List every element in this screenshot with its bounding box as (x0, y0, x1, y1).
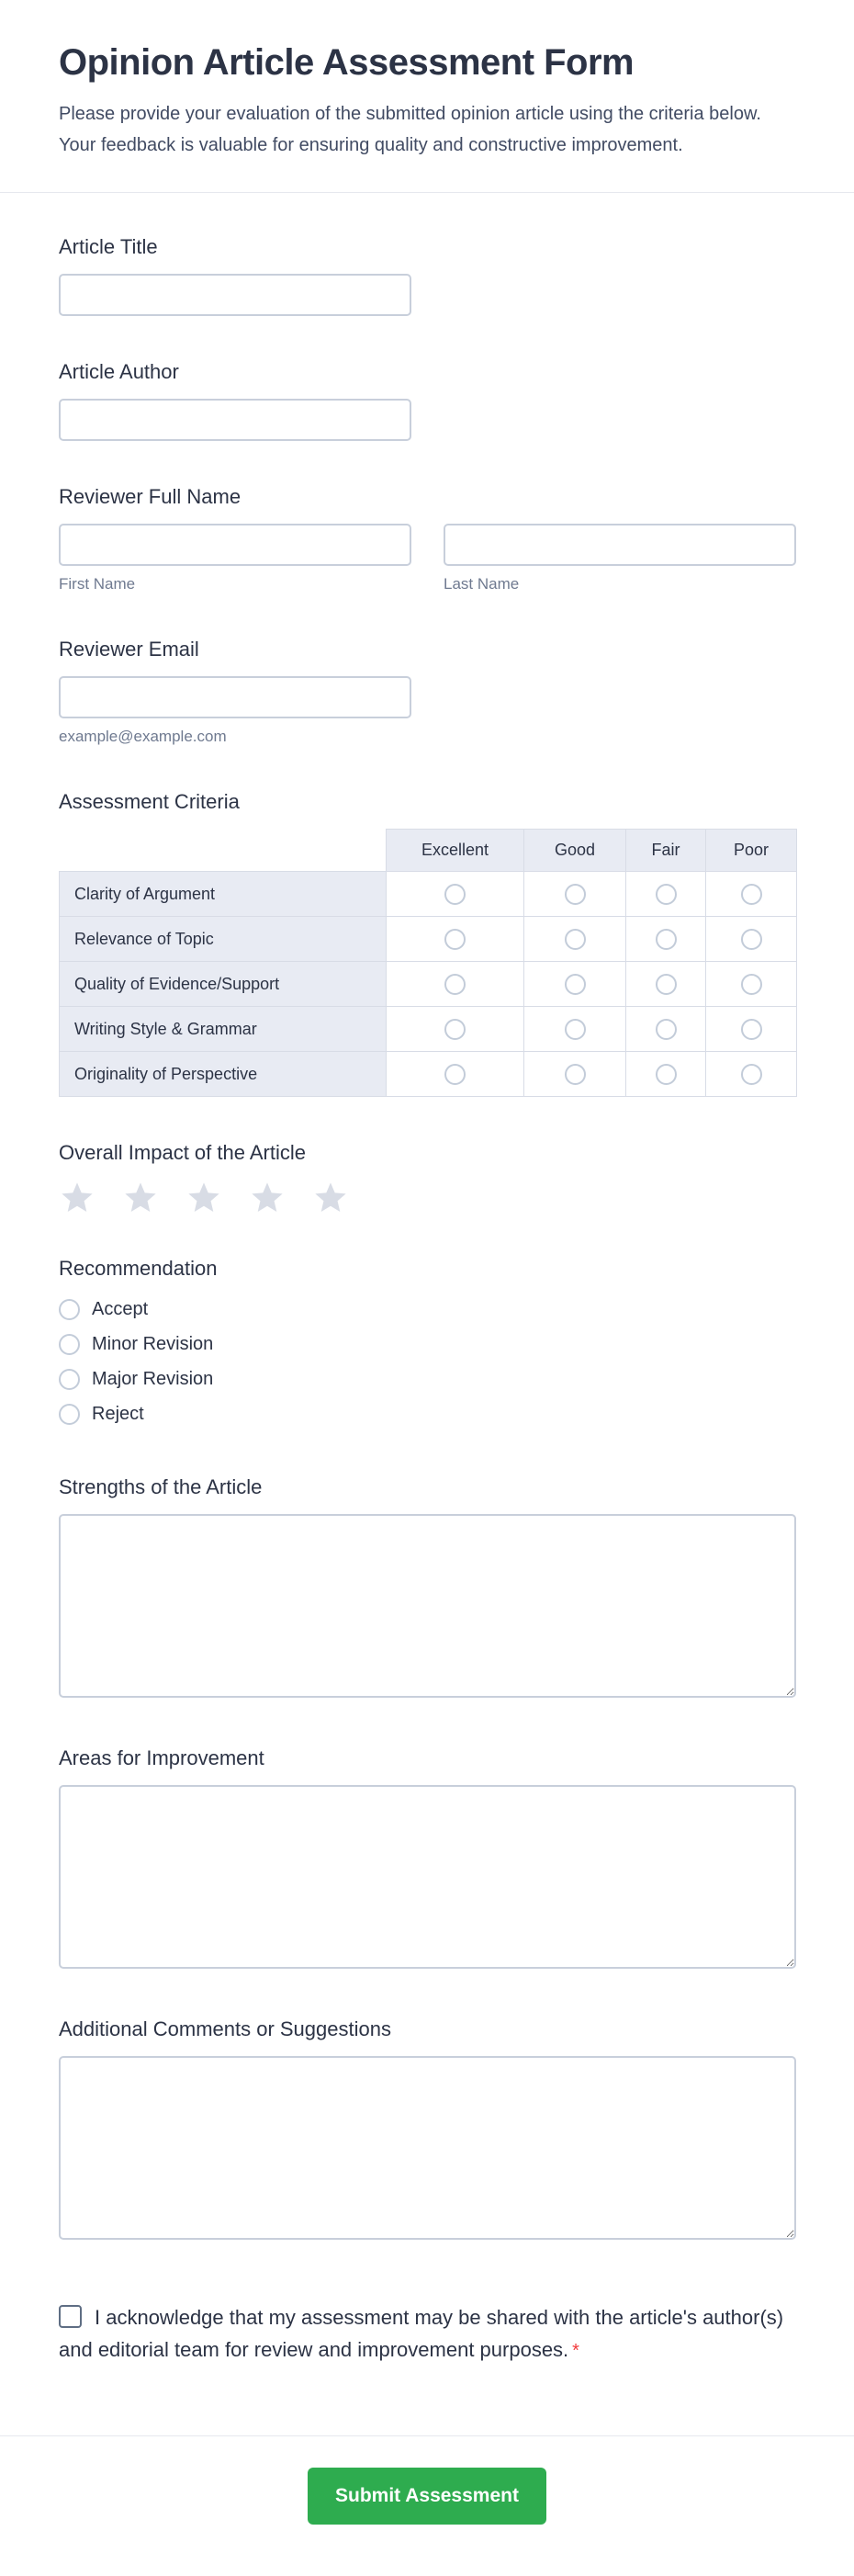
reviewer-name-label: Reviewer Full Name (59, 485, 242, 508)
comments-label: Additional Comments or Suggestions (59, 2017, 391, 2040)
matrix-radio[interactable] (656, 884, 677, 905)
name-row (59, 524, 795, 593)
strengths-label: Strengths of the Article (59, 1475, 263, 1498)
matrix-radio[interactable] (656, 1064, 677, 1085)
form-subtitle: Please provide your evaluation of the submitted opinion article using the criteria below. Your feedback is valuable for ensuring quality and constructive improvement. (59, 104, 761, 155)
recommendation-option-reject[interactable] (59, 1396, 795, 1431)
matrix-col-header: Excellent (387, 830, 524, 872)
matrix-radio[interactable] (741, 884, 762, 905)
matrix-radio[interactable] (565, 929, 586, 950)
first-name-sublabel: First Name (59, 575, 136, 593)
submit-button[interactable]: Submit Assessment (308, 2468, 546, 2525)
matrix-header-row (60, 830, 797, 872)
matrix-radio[interactable] (444, 884, 466, 905)
improvements-label: Areas for Improvement (59, 1746, 264, 1769)
matrix-radio[interactable] (565, 1064, 586, 1085)
question-assessment-criteria (59, 788, 795, 1097)
question-overall-impact (59, 1139, 795, 1216)
submit-area (0, 2435, 854, 2576)
matrix-row-label: Originality of Perspective (60, 1052, 387, 1097)
last-name-sublabel: Last Name (444, 575, 520, 593)
matrix-radio[interactable] (565, 884, 586, 905)
acknowledgement-text: I acknowledge that my assessment may be shared with the article's author(s) and editorial team for review and improvement purposes. (59, 2306, 784, 2361)
matrix-radio[interactable] (741, 1064, 762, 1085)
matrix-row-label: Writing Style & Grammar (60, 1007, 387, 1052)
radio-icon[interactable] (59, 1404, 80, 1425)
matrix-radio[interactable] (656, 929, 677, 950)
recommendation-label: Recommendation (59, 1257, 218, 1280)
radio-icon[interactable] (59, 1369, 80, 1390)
matrix-radio[interactable] (741, 929, 762, 950)
star-icon[interactable] (312, 1180, 349, 1216)
comments-textarea[interactable] (59, 2056, 796, 2240)
improvements-textarea[interactable] (59, 1785, 796, 1969)
reviewer-email-sublabel: example@example.com (59, 728, 227, 745)
matrix-radio[interactable] (565, 1019, 586, 1040)
assessment-matrix (59, 829, 797, 1097)
strengths-textarea[interactable] (59, 1514, 796, 1698)
recommendation-option-label: Major Revision (92, 1368, 214, 1389)
article-title-input[interactable] (59, 274, 411, 316)
overall-impact-label: Overall Impact of the Article (59, 1141, 306, 1164)
matrix-col-header: Poor (706, 830, 797, 872)
matrix-col-header: Fair (626, 830, 706, 872)
radio-icon[interactable] (59, 1334, 80, 1355)
assessment-criteria-label: Assessment Criteria (59, 790, 240, 813)
article-title-label: Article Title (59, 235, 158, 258)
star-icon[interactable] (185, 1180, 222, 1216)
form-title: Opinion Article Assessment Form (59, 42, 635, 83)
form-body (0, 193, 854, 2367)
recommendation-option-minor-revision[interactable] (59, 1327, 795, 1361)
reviewer-email-input[interactable] (59, 676, 411, 718)
matrix-radio[interactable] (565, 974, 586, 995)
matrix-radio[interactable] (444, 1064, 466, 1085)
matrix-row (60, 917, 797, 962)
question-recommendation (59, 1255, 795, 1431)
matrix-radio[interactable] (444, 929, 466, 950)
matrix-row-label: Clarity of Argument (60, 872, 387, 917)
matrix-radio[interactable] (741, 974, 762, 995)
question-article-author (59, 358, 795, 441)
article-author-input[interactable] (59, 399, 411, 441)
matrix-col-header: Good (524, 830, 626, 872)
matrix-row-label: Quality of Evidence/Support (60, 962, 387, 1007)
star-rating (59, 1180, 795, 1216)
matrix-corner-cell (60, 830, 387, 872)
radio-icon[interactable] (59, 1299, 80, 1320)
acknowledge-checkbox[interactable] (59, 2305, 82, 2328)
recommendation-option-label: Reject (92, 1403, 144, 1424)
last-name-input[interactable] (444, 524, 796, 566)
recommendation-option-accept[interactable] (59, 1292, 795, 1327)
star-icon[interactable] (122, 1180, 159, 1216)
required-asterisk: * (572, 2341, 579, 2361)
recommendation-option-label: Minor Revision (92, 1333, 214, 1354)
matrix-row (60, 962, 797, 1007)
star-icon[interactable] (59, 1180, 96, 1216)
matrix-radio[interactable] (444, 1019, 466, 1040)
question-strengths (59, 1474, 795, 1702)
star-icon[interactable] (249, 1180, 286, 1216)
matrix-radio[interactable] (741, 1019, 762, 1040)
matrix-row-label: Relevance of Topic (60, 917, 387, 962)
first-name-col (59, 524, 411, 593)
matrix-radio[interactable] (656, 974, 677, 995)
reviewer-email-label: Reviewer Email (59, 638, 199, 661)
question-improvements (59, 1745, 795, 1973)
recommendation-option-label: Accept (92, 1298, 149, 1319)
form-header (0, 0, 854, 192)
question-reviewer-name (59, 483, 795, 593)
matrix-row (60, 872, 797, 917)
matrix-row (60, 1052, 797, 1097)
first-name-input[interactable] (59, 524, 411, 566)
article-author-label: Article Author (59, 360, 179, 383)
acknowledgement-row (59, 2301, 795, 2367)
matrix-radio[interactable] (656, 1019, 677, 1040)
question-article-title (59, 233, 795, 316)
recommendation-option-major-revision[interactable] (59, 1361, 795, 1396)
last-name-col (444, 524, 796, 593)
matrix-radio[interactable] (444, 974, 466, 995)
question-reviewer-email (59, 636, 795, 746)
matrix-row (60, 1007, 797, 1052)
question-comments (59, 2016, 795, 2244)
